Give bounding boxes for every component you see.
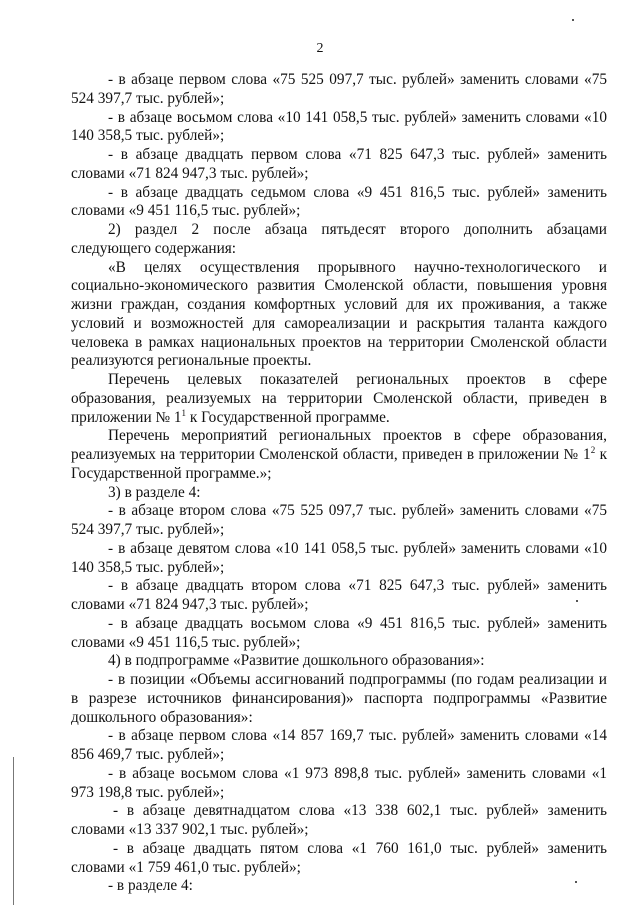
paragraph-17: - в абзаце восьмом слова «1 973 898,8 тыс. рублей» заменить словами «1 973 198,8 тыс. рублей»; xyxy=(71,764,607,801)
paragraph-2: - в абзаце восьмом слова «10 141 058,5 тыс. рублей» заменить словами «10 140 358,5 тыс. рублей»; xyxy=(71,108,607,145)
paragraph-7-superscript: 1 xyxy=(181,407,187,418)
paragraph-8-text: Перечень мероприятий региональных проектов в сфере образования, реализуемых на территории Смоленской области, приведен в приложении № 1 xyxy=(71,427,607,463)
document-body xyxy=(71,71,607,896)
paragraph-3: - в абзаце двадцать первом слова «71 825 647,3 тыс. рублей» заменить словами «71 824 947,3 тыс. рублей»; xyxy=(71,146,607,182)
page-number: 2 xyxy=(316,41,324,56)
paragraph-20: - в разделе 4: xyxy=(108,877,193,895)
paragraph-8 xyxy=(71,427,607,483)
paragraph-7-tail: к Государственной программе. xyxy=(189,408,390,426)
paragraph-15: - в позиции «Объемы ассигнований подпрограммы (по годам реализации и в разрезе источников финансирования)» паспорта подпрограммы «Развитие дошкольного образования»: xyxy=(71,671,607,726)
paragraph-1: - в абзаце первом слова «75 525 097,7 тыс. рублей» заменить словами «75 524 397,7 тыс. рублей»; xyxy=(71,71,607,107)
paragraph-7-text: Перечень целевых показателей региональных проектов в сфере образования, реализуемых на территории Смоленской области, приведен в приложении № 1 xyxy=(71,371,607,426)
paragraph-9: 3) в разделе 4: xyxy=(108,483,201,501)
paragraph-4: - в абзаце двадцать седьмом слова «9 451 816,5 тыс. рублей» заменить словами «9 451 116,5 тыс. рублей»; xyxy=(71,183,607,220)
paragraph-19: - в абзаце двадцать пятом слова «1 760 161,0 тыс. рублей» заменить словами «1 759 461,0 тыс. рублей»; xyxy=(71,839,607,876)
paragraph-11: - в абзаце девятом слова «10 141 058,5 тыс. рублей» заменить словами «10 140 358,5 тыс. рублей»; xyxy=(71,539,607,576)
paragraph-10: - в абзаце втором слова «75 525 097,7 тыс. рублей» заменить словами «75 524 397,7 тыс. рублей»; xyxy=(71,502,607,538)
paragraph-6: «В целях осуществления прорывного научно-технологического и социально-экономического развития Смоленской области, повышения уровня жизни граждан, создания комфортных условий для их проживания, а также условий и возможностей для самореализации и раскрытия таланта каждого человека в рамках национальных проектов на территории Смоленской области реализуются региональные проекты. xyxy=(71,258,607,370)
paragraph-13: - в абзаце двадцать восьмом слова «9 451 816,5 тыс. рублей» заменить словами «9 451 116,5 тыс. рублей»; xyxy=(71,614,607,651)
paragraph-7 xyxy=(71,371,607,427)
scan-margin-mark xyxy=(13,757,14,905)
paragraph-12: - в абзаце двадцать втором слова «71 825 647,3 тыс. рублей» заменить словами «71 824 947,3 тыс. рублей»; xyxy=(71,577,607,613)
paragraph-18: - в абзаце девятнадцатом слова «13 338 602,1 тыс. рублей» заменить словами «13 337 902,1 тыс. рублей»; xyxy=(71,802,607,838)
paragraph-14: 4) в подпрограмме «Развитие дошкольного образования»: xyxy=(108,652,485,670)
paragraph-8-superscript: 2 xyxy=(590,445,596,455)
scan-speck xyxy=(572,19,574,21)
paragraph-5: 2) раздел 2 после абзаца пятьдесят второго дополнить абзацами следующего содержания: xyxy=(71,221,607,257)
paragraph-8-tail: к Государственной программе.»; xyxy=(71,446,607,482)
scan-speck xyxy=(576,600,578,602)
paragraph-16: - в абзаце первом слова «14 857 169,7 тыс. рублей» заменить словами «14 856 469,7 тыс. рублей»; xyxy=(71,727,607,763)
scan-speck xyxy=(575,881,577,883)
